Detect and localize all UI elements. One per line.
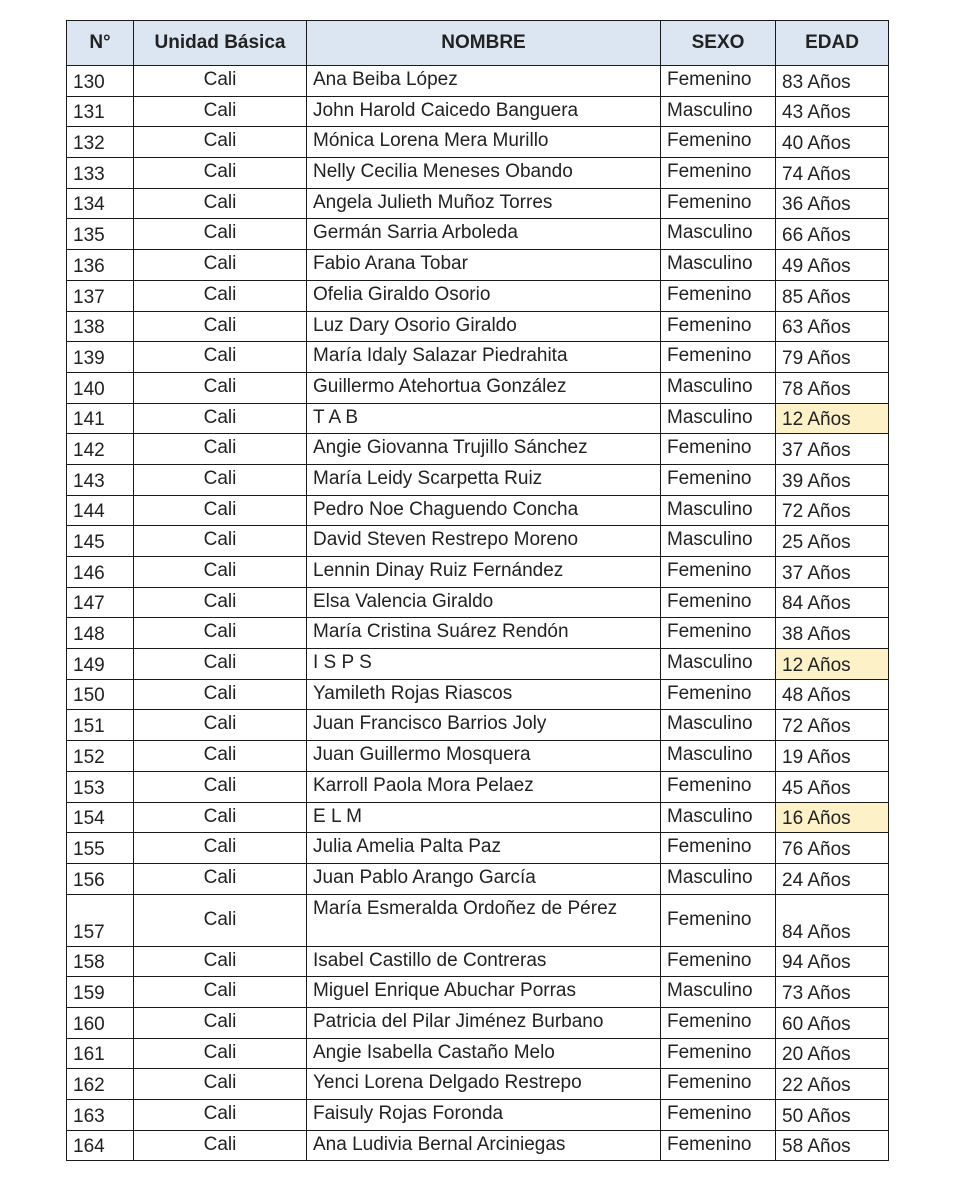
table-row — [67, 741, 889, 772]
row-sex: Masculino — [661, 250, 776, 281]
row-number: 156 — [67, 863, 134, 894]
row-sex: Masculino — [661, 977, 776, 1008]
row-name: Julia Amelia Palta Paz — [307, 833, 661, 864]
row-unit: Cali — [134, 1100, 307, 1131]
table-row — [67, 587, 889, 618]
victims-table — [66, 20, 889, 1161]
row-age: 38 Años — [776, 618, 889, 649]
row-number: 153 — [67, 771, 134, 802]
table-row — [67, 219, 889, 250]
row-name: Ana Ludivia Bernal Arciniegas — [307, 1130, 661, 1161]
table-row — [67, 863, 889, 894]
row-sex: Femenino — [661, 946, 776, 977]
row-number: 142 — [67, 434, 134, 465]
row-number: 146 — [67, 557, 134, 588]
row-age: 37 Años — [776, 557, 889, 588]
header-unit: Unidad Básica — [134, 21, 307, 66]
row-sex: Masculino — [661, 649, 776, 680]
row-number: 145 — [67, 526, 134, 557]
table-row — [67, 434, 889, 465]
row-name: Lennin Dinay Ruiz Fernández — [307, 557, 661, 588]
row-name: I S P S — [307, 649, 661, 680]
row-unit: Cali — [134, 833, 307, 864]
row-unit: Cali — [134, 894, 307, 946]
row-unit: Cali — [134, 158, 307, 189]
row-name: Ana Beiba López — [307, 66, 661, 97]
row-number: 130 — [67, 66, 134, 97]
row-age: 74 Años — [776, 158, 889, 189]
table-row — [67, 1100, 889, 1131]
row-age: 79 Años — [776, 342, 889, 373]
row-age: 58 Años — [776, 1130, 889, 1161]
table-row — [67, 1007, 889, 1038]
table-row — [67, 372, 889, 403]
row-age: 76 Años — [776, 833, 889, 864]
row-number: 140 — [67, 372, 134, 403]
row-age: 20 Años — [776, 1038, 889, 1069]
row-age: 84 Años — [776, 894, 889, 946]
row-name: María Cristina Suárez Rendón — [307, 618, 661, 649]
row-number: 135 — [67, 219, 134, 250]
row-sex: Femenino — [661, 894, 776, 946]
row-name: María Esmeralda Ordoñez de Pérez — [307, 894, 661, 946]
row-name: Elsa Valencia Giraldo — [307, 587, 661, 618]
row-unit: Cali — [134, 495, 307, 526]
table-row — [67, 710, 889, 741]
row-unit: Cali — [134, 557, 307, 588]
row-unit: Cali — [134, 587, 307, 618]
table-row — [67, 127, 889, 158]
row-sex: Masculino — [661, 526, 776, 557]
row-sex: Femenino — [661, 557, 776, 588]
header-number: N° — [67, 21, 134, 66]
table-row — [67, 1130, 889, 1161]
row-name: Angela Julieth Muñoz Torres — [307, 188, 661, 219]
row-name: Fabio Arana Tobar — [307, 250, 661, 281]
row-number: 160 — [67, 1007, 134, 1038]
row-number: 154 — [67, 802, 134, 833]
row-number: 150 — [67, 679, 134, 710]
row-age: 43 Años — [776, 96, 889, 127]
table-row — [67, 833, 889, 864]
row-sex: Femenino — [661, 158, 776, 189]
row-sex: Femenino — [661, 311, 776, 342]
row-number: 159 — [67, 977, 134, 1008]
row-age: 63 Años — [776, 311, 889, 342]
row-age: 36 Años — [776, 188, 889, 219]
row-sex: Femenino — [661, 127, 776, 158]
row-number: 133 — [67, 158, 134, 189]
row-number: 131 — [67, 96, 134, 127]
row-name: María Leidy Scarpetta Ruiz — [307, 464, 661, 495]
row-number: 158 — [67, 946, 134, 977]
table-row — [67, 464, 889, 495]
row-name: Mónica Lorena Mera Murillo — [307, 127, 661, 158]
row-sex: Femenino — [661, 464, 776, 495]
table-row — [67, 1069, 889, 1100]
table-row — [67, 403, 889, 434]
row-sex: Femenino — [661, 1038, 776, 1069]
row-number: 144 — [67, 495, 134, 526]
table-row — [67, 495, 889, 526]
row-sex: Masculino — [661, 403, 776, 434]
row-age: 40 Años — [776, 127, 889, 158]
row-number: 134 — [67, 188, 134, 219]
row-age: 12 Años — [776, 649, 889, 680]
row-number: 143 — [67, 464, 134, 495]
table-row — [67, 679, 889, 710]
row-unit: Cali — [134, 1130, 307, 1161]
table-row — [67, 342, 889, 373]
row-unit: Cali — [134, 188, 307, 219]
table-row — [67, 66, 889, 97]
row-number: 151 — [67, 710, 134, 741]
row-unit: Cali — [134, 250, 307, 281]
row-sex: Femenino — [661, 1007, 776, 1038]
row-sex: Femenino — [661, 618, 776, 649]
row-sex: Femenino — [661, 342, 776, 373]
row-name: Angie Isabella Castaño Melo — [307, 1038, 661, 1069]
row-name: Pedro Noe Chaguendo Concha — [307, 495, 661, 526]
row-name: Germán Sarria Arboleda — [307, 219, 661, 250]
row-age: 83 Años — [776, 66, 889, 97]
row-age: 60 Años — [776, 1007, 889, 1038]
table-row — [67, 618, 889, 649]
row-number: 139 — [67, 342, 134, 373]
row-sex: Femenino — [661, 1130, 776, 1161]
row-number: 138 — [67, 311, 134, 342]
row-sex: Femenino — [661, 280, 776, 311]
table-row — [67, 311, 889, 342]
table-row — [67, 250, 889, 281]
row-sex: Masculino — [661, 495, 776, 526]
row-unit: Cali — [134, 771, 307, 802]
row-sex: Masculino — [661, 219, 776, 250]
row-sex: Femenino — [661, 587, 776, 618]
row-sex: Masculino — [661, 96, 776, 127]
row-unit: Cali — [134, 526, 307, 557]
row-unit: Cali — [134, 372, 307, 403]
row-name: Karroll Paola Mora Pelaez — [307, 771, 661, 802]
header-sex: SEXO — [661, 21, 776, 66]
row-age: 45 Años — [776, 771, 889, 802]
table-row — [67, 894, 889, 946]
row-unit: Cali — [134, 219, 307, 250]
row-age: 16 Años — [776, 802, 889, 833]
table-row — [67, 526, 889, 557]
header-row — [67, 21, 889, 66]
row-age: 50 Años — [776, 1100, 889, 1131]
row-age: 22 Años — [776, 1069, 889, 1100]
row-number: 141 — [67, 403, 134, 434]
row-unit: Cali — [134, 649, 307, 680]
row-age: 66 Años — [776, 219, 889, 250]
row-age: 73 Años — [776, 977, 889, 1008]
row-unit: Cali — [134, 434, 307, 465]
row-unit: Cali — [134, 1007, 307, 1038]
row-unit: Cali — [134, 1069, 307, 1100]
row-unit: Cali — [134, 618, 307, 649]
table-row — [67, 280, 889, 311]
row-unit: Cali — [134, 403, 307, 434]
row-sex: Femenino — [661, 66, 776, 97]
row-sex: Masculino — [661, 710, 776, 741]
row-age: 25 Años — [776, 526, 889, 557]
row-unit: Cali — [134, 679, 307, 710]
row-unit: Cali — [134, 977, 307, 1008]
row-age: 19 Años — [776, 741, 889, 772]
row-age: 24 Años — [776, 863, 889, 894]
row-name: Angie Giovanna Trujillo Sánchez — [307, 434, 661, 465]
row-unit: Cali — [134, 741, 307, 772]
row-age: 72 Años — [776, 495, 889, 526]
row-unit: Cali — [134, 946, 307, 977]
row-name: Juan Francisco Barrios Joly — [307, 710, 661, 741]
row-number: 152 — [67, 741, 134, 772]
row-number: 137 — [67, 280, 134, 311]
row-age: 49 Años — [776, 250, 889, 281]
table-row — [67, 771, 889, 802]
row-sex: Masculino — [661, 741, 776, 772]
row-sex: Femenino — [661, 1100, 776, 1131]
row-sex: Femenino — [661, 679, 776, 710]
row-sex: Femenino — [661, 434, 776, 465]
row-age: 12 Años — [776, 403, 889, 434]
row-number: 161 — [67, 1038, 134, 1069]
table-row — [67, 649, 889, 680]
row-sex: Masculino — [661, 863, 776, 894]
row-age: 37 Años — [776, 434, 889, 465]
header-age: EDAD — [776, 21, 889, 66]
row-unit: Cali — [134, 464, 307, 495]
table-row — [67, 1038, 889, 1069]
row-name: Guillermo Atehortua González — [307, 372, 661, 403]
row-age: 48 Años — [776, 679, 889, 710]
row-name: T A B — [307, 403, 661, 434]
row-name: Juan Guillermo Mosquera — [307, 741, 661, 772]
row-number: 149 — [67, 649, 134, 680]
row-sex: Femenino — [661, 1069, 776, 1100]
table-row — [67, 946, 889, 977]
row-name: Ofelia Giraldo Osorio — [307, 280, 661, 311]
row-age: 72 Años — [776, 710, 889, 741]
row-number: 148 — [67, 618, 134, 649]
row-name: Luz Dary Osorio Giraldo — [307, 311, 661, 342]
table-row — [67, 96, 889, 127]
row-unit: Cali — [134, 66, 307, 97]
row-unit: Cali — [134, 802, 307, 833]
table-row — [67, 802, 889, 833]
row-sex: Masculino — [661, 372, 776, 403]
row-name: Faisuly Rojas Foronda — [307, 1100, 661, 1131]
row-number: 155 — [67, 833, 134, 864]
row-unit: Cali — [134, 96, 307, 127]
row-number: 136 — [67, 250, 134, 281]
table-body — [67, 66, 889, 1161]
header-name: NOMBRE — [307, 21, 661, 66]
row-number: 132 — [67, 127, 134, 158]
row-name: Yamileth Rojas Riascos — [307, 679, 661, 710]
row-name: Miguel Enrique Abuchar Porras — [307, 977, 661, 1008]
row-name: Nelly Cecilia Meneses Obando — [307, 158, 661, 189]
row-name: Juan Pablo Arango García — [307, 863, 661, 894]
table-row — [67, 158, 889, 189]
row-name: María Idaly Salazar Piedrahita — [307, 342, 661, 373]
row-unit: Cali — [134, 280, 307, 311]
row-unit: Cali — [134, 710, 307, 741]
row-sex: Femenino — [661, 833, 776, 864]
row-age: 94 Años — [776, 946, 889, 977]
table-row — [67, 188, 889, 219]
row-unit: Cali — [134, 127, 307, 158]
row-unit: Cali — [134, 311, 307, 342]
row-name: Isabel Castillo de Contreras — [307, 946, 661, 977]
row-sex: Femenino — [661, 771, 776, 802]
row-age: 84 Años — [776, 587, 889, 618]
row-number: 147 — [67, 587, 134, 618]
row-name: Yenci Lorena Delgado Restrepo — [307, 1069, 661, 1100]
row-age: 85 Años — [776, 280, 889, 311]
table-row — [67, 557, 889, 588]
row-sex: Femenino — [661, 188, 776, 219]
row-name: E L M — [307, 802, 661, 833]
row-name: John Harold Caicedo Banguera — [307, 96, 661, 127]
row-unit: Cali — [134, 1038, 307, 1069]
row-number: 163 — [67, 1100, 134, 1131]
row-unit: Cali — [134, 342, 307, 373]
row-unit: Cali — [134, 863, 307, 894]
row-number: 157 — [67, 894, 134, 946]
row-age: 39 Años — [776, 464, 889, 495]
row-name: Patricia del Pilar Jiménez Burbano — [307, 1007, 661, 1038]
row-number: 164 — [67, 1130, 134, 1161]
row-age: 78 Años — [776, 372, 889, 403]
row-sex: Masculino — [661, 802, 776, 833]
table-header — [67, 21, 889, 66]
row-number: 162 — [67, 1069, 134, 1100]
table-row — [67, 977, 889, 1008]
row-name: David Steven Restrepo Moreno — [307, 526, 661, 557]
